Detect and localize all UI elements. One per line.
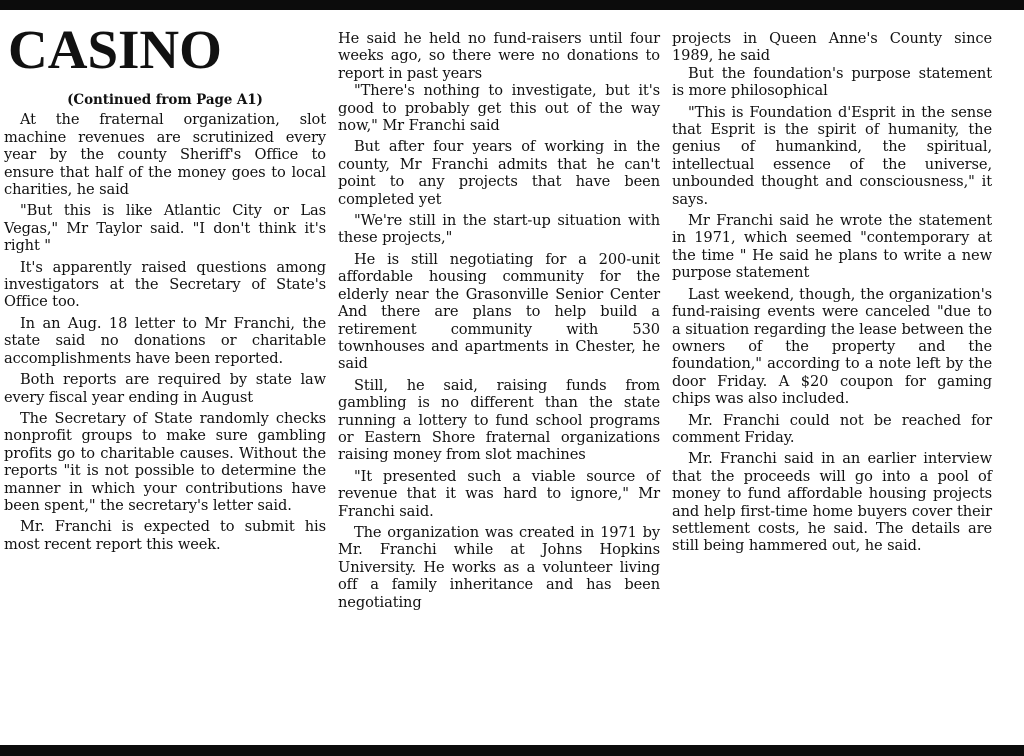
bottom-rule: [0, 745, 1024, 756]
paragraph: It's apparently raised questions among investigators at the Secretary of State's Office too.: [4, 258, 326, 311]
paragraph: "This is Foundation d'Esprit in the sense that Esprit is the spirit of humanity, the genius of humankind, the spiritual, intellectual essence of the universe, unbounded thought and consciousness," it says.: [672, 103, 992, 208]
top-rule: [0, 0, 1024, 10]
paragraph: Last weekend, though, the organization's fund-raising events were canceled "due to a situation regarding the lease between the owners of the property and the foundation," according to a note left by the door Friday. A $20 coupon for gaming chips was also included.: [672, 285, 992, 408]
paragraph: But after four years of working in the county, Mr Franchi admits that he can't point to any projects that have been completed yet: [338, 138, 660, 208]
column-3: [672, 30, 992, 559]
paragraph: "We're still in the start-up situation with these projects,": [338, 212, 660, 247]
paragraph: "It presented such a viable source of revenue that it was hard to ignore," Mr Franchi said.: [338, 467, 660, 520]
paragraph-continued: projects in Queen Anne's County since 1989, he said: [672, 30, 992, 65]
paragraph: In an Aug. 18 letter to Mr Franchi, the state said no donations or charitable accomplishments have been reported.: [4, 314, 326, 367]
paragraph: Mr. Franchi is expected to submit his most recent report this week.: [4, 518, 326, 553]
column-2: [338, 30, 660, 615]
paragraph: He is still negotiating for a 200-unit affordable housing community for the elderly near the Grasonville Senior Center And there are plans to help build a retirement community with 530 townhouses and apartments in Chester, he said: [338, 250, 660, 373]
paragraph: Still, he said, raising funds from gambling is no different than the state running a lottery to fund school programs or Eastern Shore fraternal organizations raising money from slot machines: [338, 376, 660, 464]
paragraph: "There's nothing to investigate, but it's good to probably get this out of the way now," Mr Franchi said: [338, 82, 660, 135]
paragraph: Mr. Franchi could not be reached for comment Friday.: [672, 411, 992, 446]
paragraph: The organization was created in 1971 by Mr. Franchi while at Johns Hopkins University. He works as a volunteer living off a family inheritance and has been negotiating: [338, 523, 660, 611]
continued-line: (Continued from Page A1): [67, 92, 263, 108]
paragraph: Mr. Franchi said in an earlier interview that the proceeds will go into a pool of money to fund affordable housing projects and help first-time home buyers cover their settlement costs, he said. The details are still being hammered out, he said.: [672, 450, 992, 555]
paragraph: Both reports are required by state law every fiscal year ending in August: [4, 371, 326, 406]
headline: CASINO: [8, 19, 222, 80]
column-1: [4, 14, 326, 557]
paragraph: The Secretary of State randomly checks nonprofit groups to make sure gambling profits go to charitable causes. Without the reports "it is not possible to determine the manner in which your contributions have been spent," the secretary's letter said.: [4, 409, 326, 514]
paragraph: At the fraternal organization, slot machine revenues are scrutinized every year by the county Sheriff's Office to ensure that half of the money goes to local charities, he said: [4, 111, 326, 199]
paragraph-continued: He said he held no fund-raisers until four weeks ago, so there were no donations to report in past years: [338, 30, 660, 82]
paragraph: Mr Franchi said he wrote the statement in 1971, which seemed "contemporary at the time " He said he plans to write a new purpose statement: [672, 212, 992, 282]
paragraph: But the foundation's purpose statement is more philosophical: [672, 64, 992, 100]
paragraph: "But this is like Atlantic City or Las Vegas," Mr Taylor said. "I don't think it's right ": [4, 202, 326, 255]
